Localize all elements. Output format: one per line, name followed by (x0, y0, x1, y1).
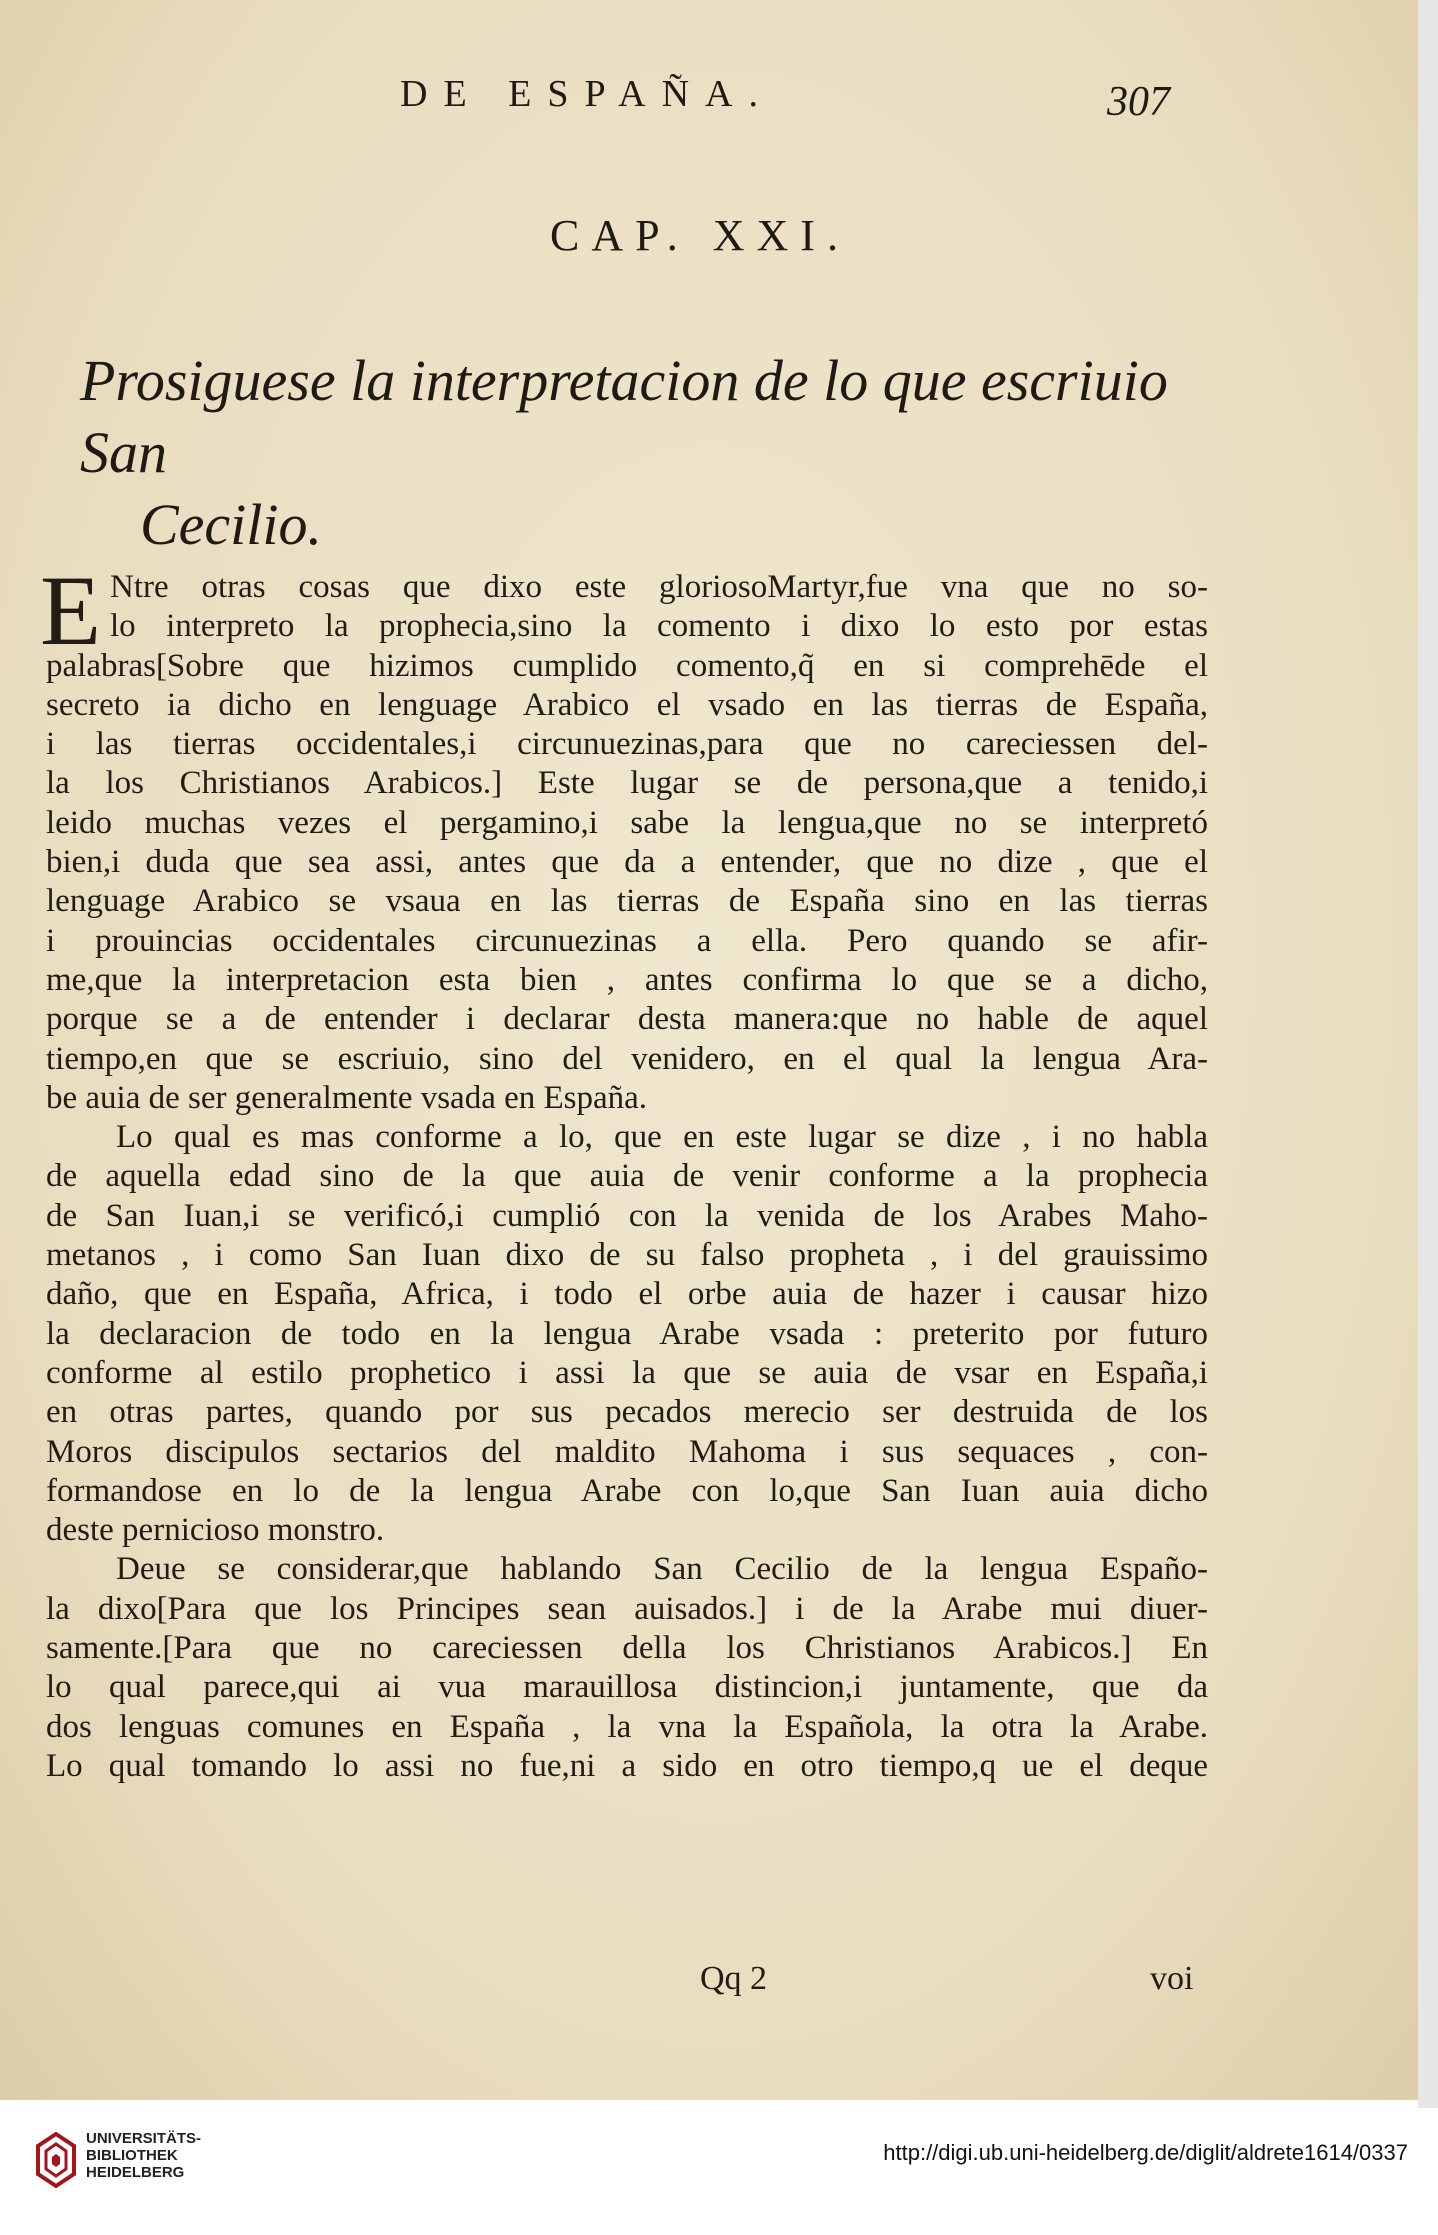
drop-cap: E (40, 555, 102, 666)
text-line: dos lenguas comunes en España , la vna la Española, la otra la Arabe. (46, 1708, 1208, 1745)
text-line: de San Iuan,i se verificó,i cumplió con la venida de los Arabes Maho- (46, 1197, 1208, 1234)
library-logo-icon (34, 2130, 78, 2190)
chapter-subtitle (80, 345, 1230, 561)
chapter-subtitle-line: Cecilio. (140, 492, 323, 557)
text-line: Lo qual es mas conforme a lo, que en este lugar se dize , i no habla (116, 1119, 1208, 1156)
paragraph (46, 1118, 1208, 1550)
text-line: be auia de ser generalmente vsada en España. (46, 1079, 648, 1116)
text-line: me,que la interpretacion esta bien , antes confirma lo que se a dicho, (46, 961, 1208, 998)
text-line: bien,i duda que sea assi, antes que da a entender, que no dize , que el (46, 844, 1208, 881)
paragraph (46, 1550, 1208, 1786)
signature-mark: Qq 2 (700, 1960, 768, 1997)
text-line: lo interpreto la prophecia,sino la comento i dixo lo esto por estas (110, 608, 1208, 645)
text-line: en otras partes, quando por sus pecados merecio ser destruida de los (46, 1394, 1208, 1431)
library-name-line: HEIDELBERG (86, 2164, 185, 2181)
text-line: lenguage Arabico se vsaua en las tierras de España sino en las tierras (46, 883, 1208, 920)
text-line: la los Christianos Arabicos.] Este lugar se de persona,que a tenido,i (46, 765, 1208, 802)
text-line: lo qual parece,qui ai vua marauillosa distincion,i juntamente, que da (46, 1669, 1208, 1706)
text-line: porque se a de entender i declarar desta manera:que no hable de aquel (46, 1001, 1208, 1038)
text-line: tiempo,en que se escriuio, sino del venidero, en el qual la lengua Ara- (46, 1040, 1208, 1077)
library-name-line: UNIVERSITÄTS- (86, 2130, 202, 2147)
text-line: metanos , i como San Iuan dixo de su falso propheta , i del grauissimo (46, 1237, 1208, 1274)
text-line: palabras[Sobre que hizimos cumplido comento,q̃ en si comprehēde el (46, 647, 1208, 684)
chapter-subtitle-line: Prosiguese la interpretacion de lo que escriuio San (80, 348, 1168, 485)
text-line: la declaracion de todo en la lengua Arabe vsada : preterito por futuro (46, 1315, 1208, 1352)
text-line: deste pernicioso monstro. (46, 1512, 385, 1549)
library-name (86, 2130, 201, 2181)
text-line: la dixo[Para que los Principes sean auisados.] i de la Arabe mui diuer- (46, 1590, 1208, 1627)
footer-bar (0, 2108, 1438, 2235)
text-line: Ntre otras cosas que dixo este gloriosoMartyr,fue vna que no so- (110, 569, 1208, 605)
text-line: leido muchas vezes el pergamino,i sabe la lengua,que no se interpretó (46, 804, 1208, 841)
text-line: secreto ia dicho en lenguage Arabico el vsado en las tierras de España, (46, 686, 1208, 723)
body-text (46, 568, 1208, 1786)
text-line: formandose en lo de la lengua Arabe con lo,que San Iuan auia dicho (46, 1472, 1208, 1509)
text-line: i las tierras occidentales,i circunuezinas,para que no careciessen del- (46, 726, 1208, 763)
page-number: 307 (1107, 79, 1170, 125)
text-line: i prouincias occidentales circunuezinas a ella. Pero quando se afir- (46, 922, 1208, 959)
running-head: DE ESPAÑA. (400, 73, 774, 115)
text-line: de aquella edad sino de la que auia de venir conforme a la prophecia (46, 1158, 1208, 1195)
library-name-line: BIBLIOTHEK (86, 2147, 178, 2164)
page-edge (1418, 0, 1438, 2110)
catchword: voi (1150, 1960, 1194, 1997)
text-line: Deue se considerar,que hablando San Cecilio de la lengua Españo- (116, 1551, 1208, 1588)
text-line: Moros discipulos sectarios del maldito Mahoma i sus sequaces , con- (46, 1433, 1208, 1470)
chapter-title: CAP. XXI. (550, 211, 850, 260)
text-line: Lo qual tomando lo assi no fue,ni a sido en otro tiempo,q ue el deque (46, 1747, 1208, 1784)
text-line: daño, que en España, Africa, i todo el orbe auia de hazer i causar hizo (46, 1276, 1208, 1313)
source-url[interactable]: http://digi.ub.uni-heidelberg.de/diglit/aldrete1614/0337 (883, 2140, 1408, 2165)
paragraph (46, 568, 1208, 1118)
text-line: samente.[Para que no careciessen della los Christianos Arabicos.] En (46, 1630, 1208, 1667)
text-line: conforme al estilo prophetico i assi la que se auia de vsar en España,i (46, 1354, 1208, 1391)
